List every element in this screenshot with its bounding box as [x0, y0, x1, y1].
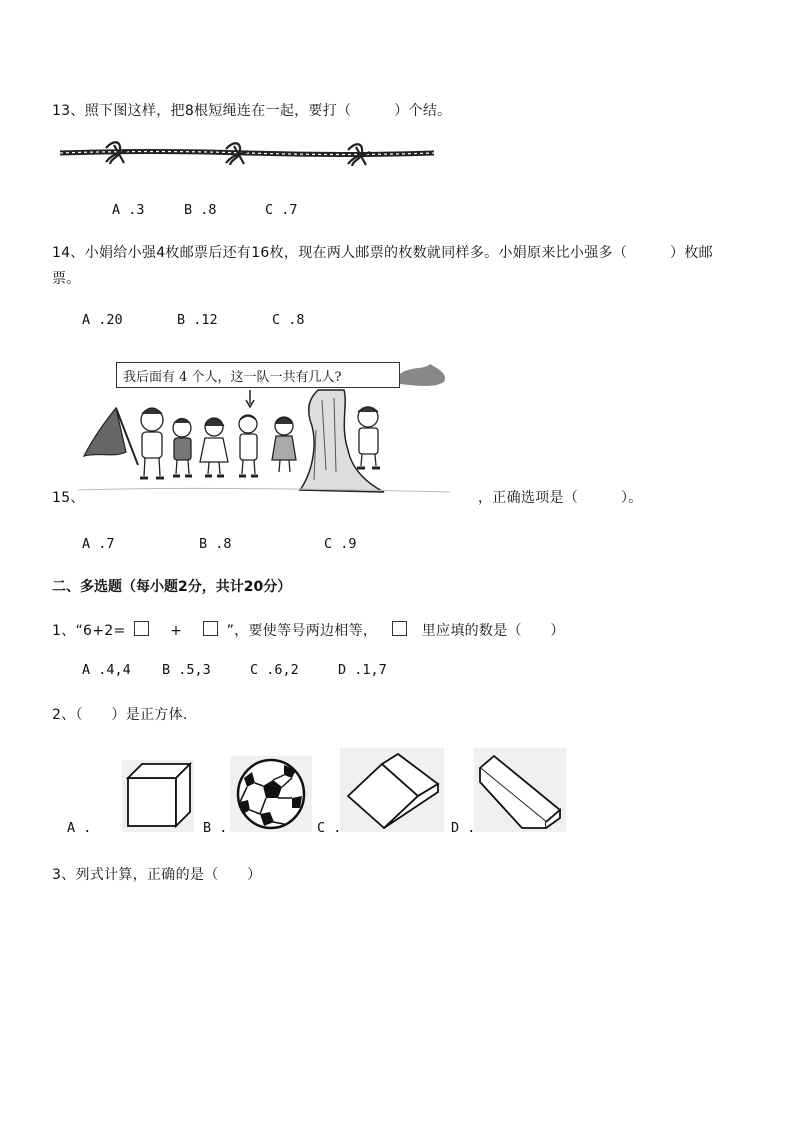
mq1-text-part3: 里应填的数是（ ） — [421, 623, 565, 639]
q13-option-b[interactable]: B .8 — [184, 202, 217, 218]
children-queue-illustration — [78, 360, 450, 496]
mq1-text-part1: 1、“6+2= — [52, 623, 126, 639]
q14-option-c[interactable]: C .8 — [272, 312, 305, 328]
child-icon — [272, 417, 296, 472]
mq2-label-d[interactable]: D . — [451, 820, 476, 836]
mq2-label-b[interactable]: B . — [203, 820, 228, 836]
mq1-text — [52, 620, 565, 640]
q15-number: 15、 — [52, 490, 85, 506]
mq1-option-b[interactable]: B .5,3 — [162, 662, 211, 678]
rope-knots-illustration — [58, 140, 438, 170]
q14-text-line1: 14、小娟给小强4枚邮票后还有16枚，现在两人邮票的枚数就同样多。小娟原来比小强多（ ）枚邮 — [52, 245, 713, 261]
section-title: 二、多选题（每小题2分，共计20分） — [52, 579, 292, 595]
q15-option-b[interactable]: B .8 — [199, 536, 232, 552]
mq2-text: 2、（ ）是正方体. — [52, 707, 188, 723]
q15-tail-text: ，正确选项是（ ）。 — [478, 490, 643, 506]
tilted-box-icon — [340, 748, 444, 832]
mq1-option-a[interactable]: A .4,4 — [82, 662, 131, 678]
child-icon — [357, 407, 380, 468]
q14-option-b[interactable]: B .12 — [177, 312, 218, 328]
rectangular-box-icon — [474, 748, 566, 832]
answer-box-icon — [203, 621, 218, 636]
q13-option-a[interactable]: A .3 — [112, 202, 145, 218]
q14-option-a[interactable]: A .20 — [82, 312, 123, 328]
mq1-option-d[interactable]: D .1,7 — [338, 662, 387, 678]
child-icon — [200, 418, 228, 476]
mq3-text: 3、列式计算，正确的是（ ） — [52, 867, 262, 883]
mq1-plus: + — [170, 623, 183, 639]
answer-box-icon — [392, 621, 407, 636]
child-icon — [140, 408, 164, 478]
mq2-label-c[interactable]: C . — [317, 820, 342, 836]
answer-box-icon — [134, 621, 149, 636]
cube-shape-icon — [122, 760, 194, 832]
mq1-text-part2: ”，要使等号两边相等， — [226, 623, 378, 639]
q15-option-a[interactable]: A .7 — [82, 536, 115, 552]
child-icon — [173, 419, 192, 477]
q14-text-line2: 票。 — [52, 271, 81, 287]
q15-option-c[interactable]: C .9 — [324, 536, 357, 552]
child-icon — [239, 415, 258, 476]
soccer-ball-icon — [230, 756, 312, 832]
mq1-option-c[interactable]: C .6,2 — [250, 662, 299, 678]
q13-text: 13、照下图这样，把8根短绳连在一起，要打（ ）个结。 — [52, 103, 452, 119]
mq2-label-a[interactable]: A . — [67, 820, 92, 836]
q13-option-c[interactable]: C .7 — [265, 202, 298, 218]
speech-box: 我后面有 4 个人，这一队一共有几人? — [116, 362, 400, 388]
